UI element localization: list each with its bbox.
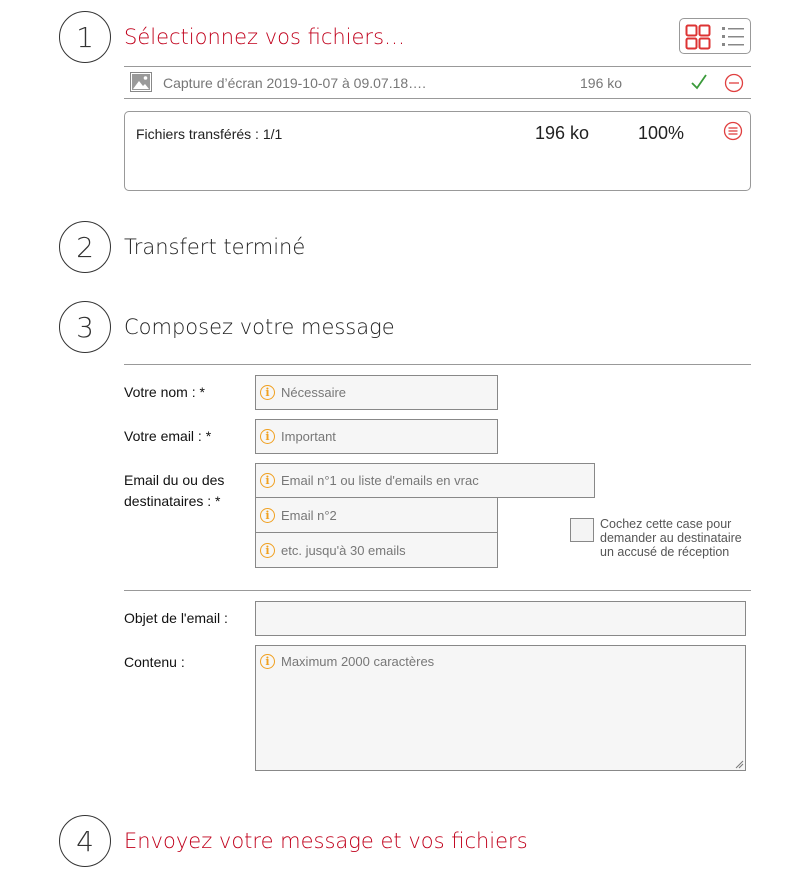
email-label: Votre email : *: [124, 428, 212, 444]
info-icon: i: [260, 473, 275, 488]
divider: [124, 66, 751, 67]
content-placeholder: Maximum 2000 caractères: [281, 654, 435, 669]
menu-icon[interactable]: [723, 121, 743, 141]
file-name: Capture d’écran 2019-10-07 à 09.07.18….: [163, 75, 427, 91]
content-label: Contenu :: [124, 654, 185, 670]
recipient-1-input[interactable]: [255, 463, 595, 498]
recipient-3-input[interactable]: [255, 532, 498, 568]
list-icon[interactable]: [721, 25, 745, 49]
receipt-label: [600, 517, 760, 559]
subject-input[interactable]: [255, 601, 746, 636]
recipients-label-line-1: Email du ou des: [124, 472, 225, 488]
recipients-label-line-2: destinataires : *: [124, 493, 221, 509]
info-icon: i: [260, 654, 275, 669]
info-icon: i: [260, 385, 275, 400]
receipt-label-line-3: un accusé de réception: [600, 545, 730, 559]
receipt-checkbox[interactable]: [570, 518, 594, 542]
grid-icon[interactable]: [685, 24, 711, 50]
name-input[interactable]: [255, 375, 498, 410]
step-4-title[interactable]: Envoyez votre message et vos fichiers: [124, 829, 528, 853]
resize-handle-icon[interactable]: [735, 760, 744, 769]
info-icon: i: [260, 543, 275, 558]
transferred-size: 196 ko: [535, 123, 590, 143]
step-1-number: [59, 11, 111, 63]
divider: [124, 98, 751, 99]
check-icon: [690, 73, 708, 91]
content-textarea[interactable]: [255, 645, 746, 771]
subject-label: Objet de l'email :: [124, 610, 228, 626]
name-placeholder: Nécessaire: [281, 385, 347, 400]
transferred-files-label: Fichiers transférés : 1/1: [136, 126, 283, 142]
divider: [124, 364, 751, 365]
remove-file-icon[interactable]: [724, 73, 744, 93]
transfer-percent: 100%: [638, 123, 685, 143]
image-file-icon: [130, 72, 152, 92]
step-2-number: [59, 221, 111, 273]
divider: [124, 590, 751, 591]
recipient-3-placeholder: etc. jusqu'à 30 emails: [281, 542, 406, 558]
email-input[interactable]: [255, 419, 498, 454]
step-3-number-text: 3: [76, 310, 94, 344]
step-3-title: Composez votre message: [124, 315, 395, 339]
recipient-2-placeholder: Email n°2: [281, 507, 337, 523]
transfer-summary: [124, 111, 751, 191]
name-label: Votre nom : *: [124, 384, 205, 400]
step-2-number-text: 2: [76, 230, 94, 264]
step-1-number-text: 1: [76, 20, 94, 54]
file-size: 196 ko: [580, 75, 623, 91]
receipt-label-line-1: Cochez cette case pour: [600, 517, 732, 531]
step-1-title[interactable]: Sélectionnez vos fichiers…: [124, 25, 406, 49]
view-toggle[interactable]: [679, 18, 751, 54]
info-icon: i: [260, 429, 275, 444]
step-4-number-text: 4: [76, 824, 94, 858]
recipient-1-placeholder: Email n°1 ou liste d'emails en vrac: [281, 473, 479, 488]
step-4-number: [59, 815, 111, 867]
email-placeholder: Important: [281, 429, 336, 444]
receipt-label-line-2: demander au destinataire: [600, 531, 742, 545]
step-2-title: Transfert terminé: [124, 235, 306, 259]
info-icon: i: [260, 508, 275, 523]
recipient-2-input[interactable]: [255, 497, 498, 533]
step-3-number: [59, 301, 111, 353]
